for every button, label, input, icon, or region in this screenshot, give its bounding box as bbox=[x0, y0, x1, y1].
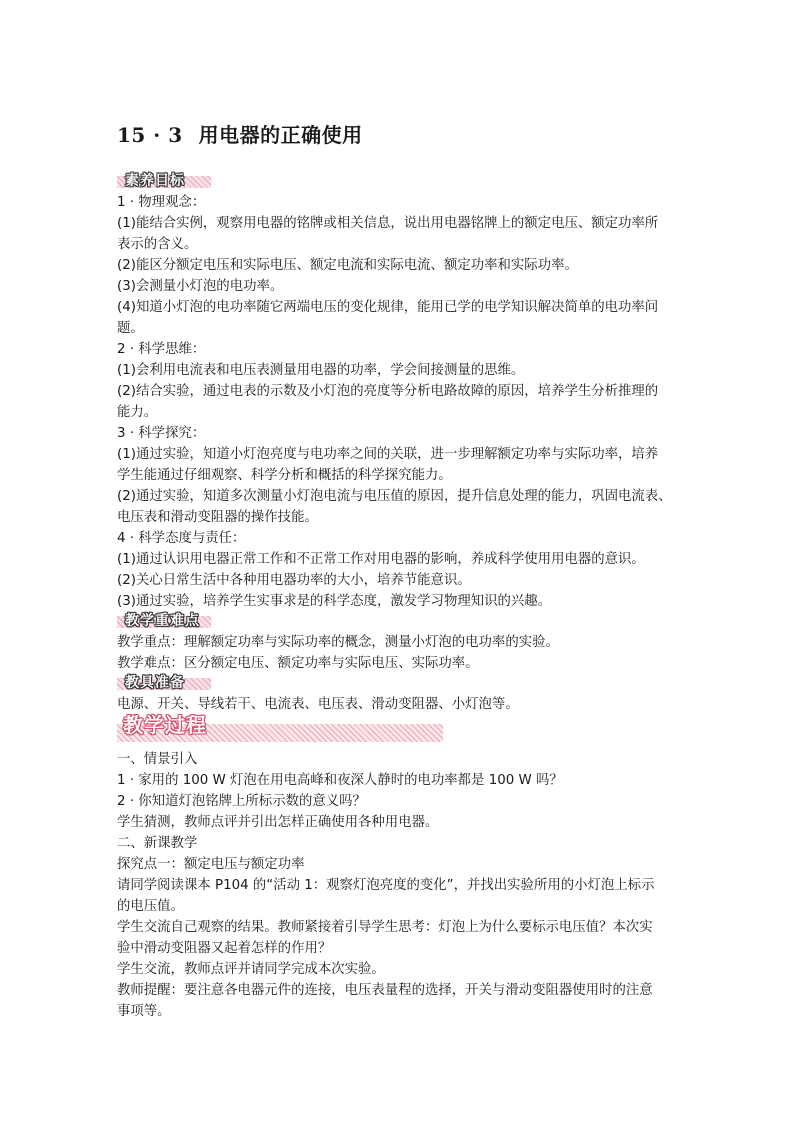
text-line: (2)通过实验，知道多次测量小灯泡电流与电压值的原因，提升信息处理的能力，巩固电流表、 bbox=[117, 489, 672, 504]
text-line: 二、新课教学 bbox=[117, 836, 198, 851]
text-line: 1 · 家用的 100 W 灯泡在用电高峰和夜深人静时的电功率都是 100 W 吗？ bbox=[117, 773, 563, 788]
banner-label: 教具准备 bbox=[125, 675, 185, 691]
text-line: (2)关心日常生活中各种用电器功率的大小，培养节能意识。 bbox=[117, 573, 471, 588]
text-line: (3)通过实验，培养学生实事求是的科学态度，激发学习物理知识的兴趣。 bbox=[117, 594, 552, 609]
text-line: (1)通过认识用电器正常工作和不正常工作对用电器的影响，养成科学使用用电器的意识。 bbox=[117, 552, 645, 567]
text-line: 能力。 bbox=[117, 405, 158, 420]
text-line: 电压表和滑动变阻器的操作技能。 bbox=[117, 510, 318, 525]
text-line: (4)知道小灯泡的电功率随它两端电压的变化规律，能用已学的电学知识解决简单的电功率问 bbox=[117, 300, 659, 315]
text-line: (1)能结合实例，观察用电器的铭牌或相关信息，说出用电器铭牌上的额定电压、额定功率所 bbox=[117, 216, 659, 231]
page-title bbox=[117, 119, 363, 148]
banner-key-points bbox=[117, 612, 677, 630]
text-line: 请同学阅读课本 P104 的“活动 1：观察灯泡亮度的变化”，并找出实验所用的小灯泡上标示 bbox=[117, 878, 655, 893]
text-line: 验中滑动变阻器又起着怎样的作用？ bbox=[117, 941, 332, 956]
text-line: 2 · 科学思维： bbox=[117, 342, 206, 357]
text-line: 1 · 物理观念： bbox=[117, 195, 206, 210]
text-line: 事项等。 bbox=[117, 1004, 171, 1019]
text-line: 表示的含义。 bbox=[117, 237, 198, 252]
document-body bbox=[117, 172, 677, 1022]
text-line: 题。 bbox=[117, 321, 144, 336]
banner-literacy-goals bbox=[117, 172, 677, 190]
text-line: (3)会测量小灯泡的电功率。 bbox=[117, 279, 284, 294]
text-line: (2)结合实验，通过电表的示数及小灯泡的亮度等分析电路故障的原因，培养学生分析推理的 bbox=[117, 384, 659, 399]
banner-label: 教学过程 bbox=[123, 713, 207, 737]
section-title: 用电器的正确使用 bbox=[198, 123, 363, 147]
text-line: (1)通过实验，知道小灯泡亮度与电功率之间的关联，进一步理解额定功率与实际功率，培养 bbox=[117, 447, 659, 462]
text-line: 学生交流自己观察的结果。教师紧接着引导学生思考：灯泡上为什么要标示电压值？本次实 bbox=[117, 920, 653, 935]
text-line: 学生能通过仔细观察、科学分析和概括的科学探究能力。 bbox=[117, 468, 452, 483]
banner-label: 素养目标 bbox=[125, 173, 185, 189]
text-line: 3 · 科学探究： bbox=[117, 426, 206, 441]
text-line: 的电压值。 bbox=[117, 899, 184, 914]
text-line: (2)能区分额定电压和实际电压、额定电流和实际电流、额定功率和实际功率。 bbox=[117, 258, 578, 273]
text-line: 电源、开关、导线若干、电流表、电压表、滑动变阻器、小灯泡等。 bbox=[117, 697, 519, 712]
banner-teaching-process bbox=[117, 713, 677, 747]
text-line: 探究点一：额定电压与额定功率 bbox=[117, 857, 305, 872]
section-literacy-goals bbox=[117, 192, 677, 612]
section-number: 15 · 3 bbox=[117, 123, 183, 147]
section-teaching-aids bbox=[117, 694, 677, 715]
text-line: 学生猜测，教师点评并引出怎样正确使用各种用电器。 bbox=[117, 815, 439, 830]
banner-label: 教学重难点 bbox=[125, 613, 200, 629]
text-line: (1)会利用电流表和电压表测量用电器的功率，学会间接测量的思维。 bbox=[117, 363, 525, 378]
text-line: 4 · 科学态度与责任： bbox=[117, 531, 246, 546]
text-line: 学生交流，教师点评并请同学完成本次实验。 bbox=[117, 962, 385, 977]
text-line: 2 · 你知道灯泡铭牌上所标示数的意义吗？ bbox=[117, 794, 366, 809]
text-line: 一、情景引入 bbox=[117, 752, 198, 767]
banner-teaching-aids bbox=[117, 674, 677, 692]
text-line: 教学难点：区分额定电压、额定功率与实际电压、实际功率。 bbox=[117, 656, 479, 671]
section-teaching-process bbox=[117, 749, 677, 1022]
text-line: 教学重点：理解额定功率与实际功率的概念，测量小灯泡的电功率的实验。 bbox=[117, 635, 559, 650]
section-key-points bbox=[117, 632, 677, 674]
text-line: 教师提醒：要注意各电器元件的连接，电压表量程的选择，开关与滑动变阻器使用时的注意 bbox=[117, 983, 653, 998]
